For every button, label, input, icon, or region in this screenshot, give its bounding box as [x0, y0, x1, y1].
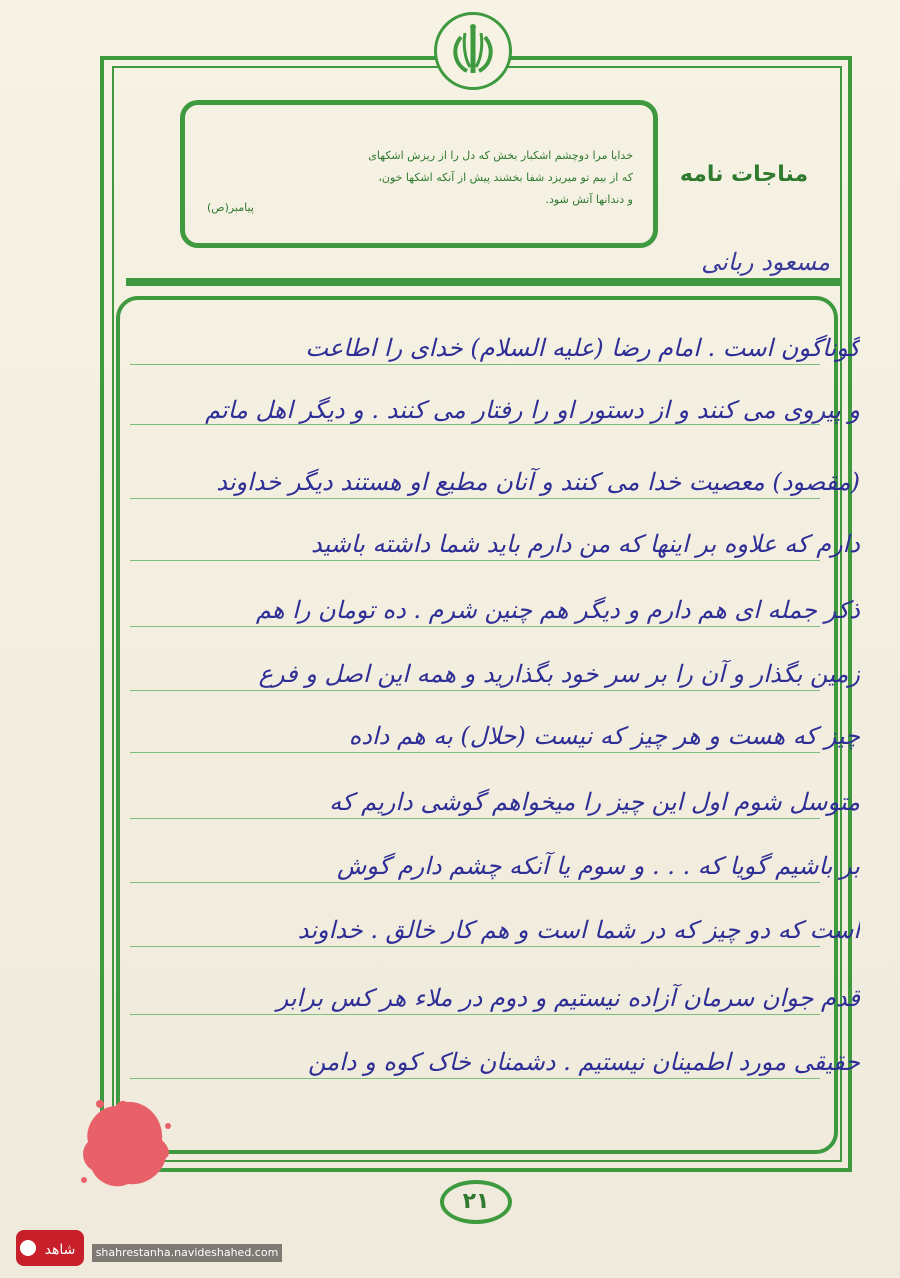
watermark-logo [10, 1222, 90, 1274]
handwritten-line: متوسل شوم اول این چیز را میخواهم گوشی داریم که [329, 788, 860, 816]
handwritten-line: (مقصود) معصیت خدا می کنند و آنان مطیع او هستند دیگر خداوند [216, 468, 860, 496]
ruled-line [130, 752, 820, 753]
ruled-line [130, 498, 820, 499]
handwritten-line: چیز که هست و هر چیز که نیست (حلال) به هم داده [348, 722, 860, 750]
handwritten-line: بر باشیم گویا که . . . و سوم یا آنکه چشم دارم گوش [337, 852, 860, 880]
ruled-line [130, 626, 820, 627]
handwritten-line: قدم جوان سرمان آزاده نیستیم و دوم در ملاء هر کس برابر [276, 984, 860, 1012]
ruled-line [130, 882, 820, 883]
handwritten-line: زمین بگذار و آن را بر سر خود بگذارید و همه این اصل و فرع [258, 660, 860, 688]
handwritten-line: ذکر جمله ای هم دارم و دیگر هم چنین شرم . ده تومان را هم [255, 596, 860, 624]
handwritten-line: دارم که علاوه بر اینها که من دارم باید شما داشته باشید [310, 530, 860, 558]
quote-line: که از بیم تو میریزد شفا بخشند پیش از آنکه اشکها خون، [378, 171, 633, 184]
ruled-line [130, 690, 820, 691]
ruled-line [130, 424, 820, 425]
ruled-line [130, 946, 820, 947]
page-number: ۲۱ [440, 1180, 512, 1224]
watermark-url: shahrestanha.navideshahed.com [92, 1244, 282, 1262]
page-title: مناجات نامه [679, 162, 809, 187]
handwritten-line: است که دو چیز که در شما است و هم کار خالق . خداوند [297, 916, 860, 944]
quote-line: و دندانها آتش شود. [545, 193, 633, 206]
ruled-line [130, 560, 820, 561]
addressee-name: مسعود ربانی [701, 248, 830, 276]
quote-line: خدایا مرا دوچشم اشکبار بخش که دل را از ریزش اشکهای [368, 149, 633, 162]
handwritten-line: و پیروی می کنند و از دستور او را رفتار می کنند . و دیگر اهل ماتم [205, 396, 860, 424]
site-watermark [10, 1222, 280, 1274]
ruled-line [130, 818, 820, 819]
watermark-logo-text: شاهد [44, 1242, 76, 1258]
ruled-line [130, 1078, 820, 1079]
red-blot-icon [76, 1092, 176, 1192]
ruled-line [130, 364, 820, 365]
quote-box [180, 100, 658, 248]
handwritten-line: حقیقی مورد اطمینان نیستیم . دشمنان خاک کوه و دامن [308, 1048, 860, 1076]
quote-author: پیامبر(ص) [207, 201, 254, 214]
handwritten-line: گوناگون است . امام رضا (علیه السلام) خدای را اطاعت [305, 334, 860, 362]
ruled-line [130, 1014, 820, 1015]
